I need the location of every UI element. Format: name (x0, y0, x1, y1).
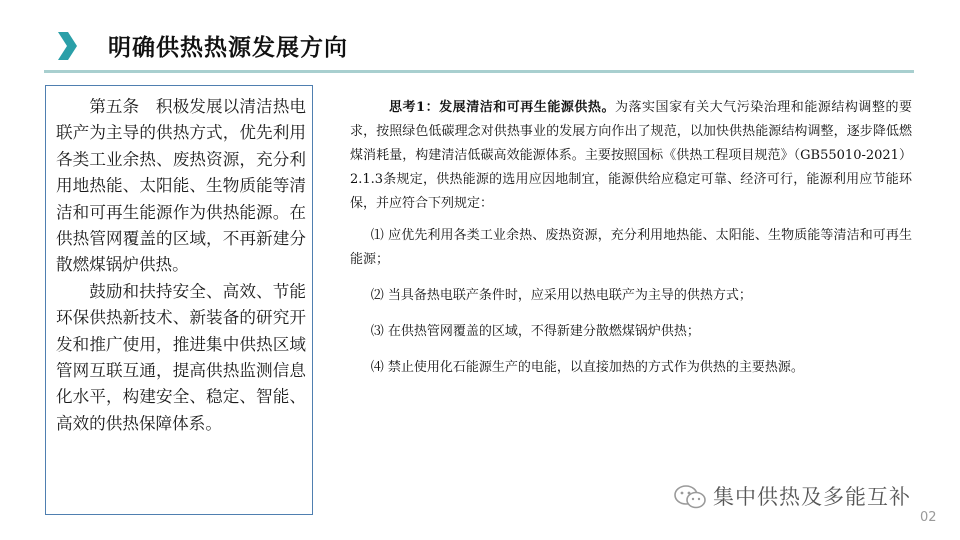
interpretation-section (350, 96, 912, 392)
provision-item-2: ⑵ 当具备热电联产条件时，应采用以热电联产为主导的供热方式； (370, 288, 752, 303)
interpretation-heading: 思考1：发展清洁和可再生能源供热。 (389, 100, 615, 115)
wechat-icon (673, 484, 709, 510)
article-five-paragraph: 第五条 积极发展以清洁热电联产为主导的供热方式，优先利用各类工业余热、废热资源，充分利用地热能、太阳能、生物质能等清洁和可再生能源作为供热能源。在供热管网覆盖的区域，不再新建分散燃煤锅炉供热。 (56, 97, 306, 275)
chevron-right-icon (56, 30, 78, 62)
interpretation-intro (350, 96, 912, 216)
article-five-support-paragraph: 鼓励和扶持安全、高效、节能环保供热新技术、新装备的研究开发和推广使用，推进集中供热区域管网互联互通，提高供热监测信息化水平，构建安全、稳定、智能、高效的供热保障体系。 (56, 281, 306, 433)
wechat-watermark (673, 482, 943, 512)
provision-item-1: ⑴ 应优先利用各类工业余热、废热资源，充分利用地热能、太阳能、生物质能等清洁和可再生能源； (350, 228, 912, 267)
regulation-text-box (45, 85, 313, 515)
provision-item-4: ⑷ 禁止使用化石能源生产的电能，以直接加热的方式作为供热的主要热源。 (370, 360, 804, 375)
title-divider (44, 70, 914, 73)
wechat-account-name: 集中供热及多能互补 (713, 485, 911, 509)
page-title: 明确供热热源发展方向 (108, 35, 348, 61)
provision-item-3: ⑶ 在供热管网覆盖的区域，不得新建分散燃煤锅炉供热； (370, 324, 700, 339)
page-number: 02 (920, 510, 937, 525)
interpretation-body: 为落实国家有关大气污染治理和能源结构调整的要求，按照绿色低碳理念对供热事业的发展方向作出了规范，以加快供热能源结构调整，逐步降低燃煤消耗量，构建清洁低碳高效能源体系。主要按照国标《供热工程项目规范》（GB55010-2021）2.1.3条规定，供热能源的选用应因地制宜，能源供给应稳定可靠、经济可行，能源利用应节能环保，并应符合下列规定： (350, 100, 912, 211)
